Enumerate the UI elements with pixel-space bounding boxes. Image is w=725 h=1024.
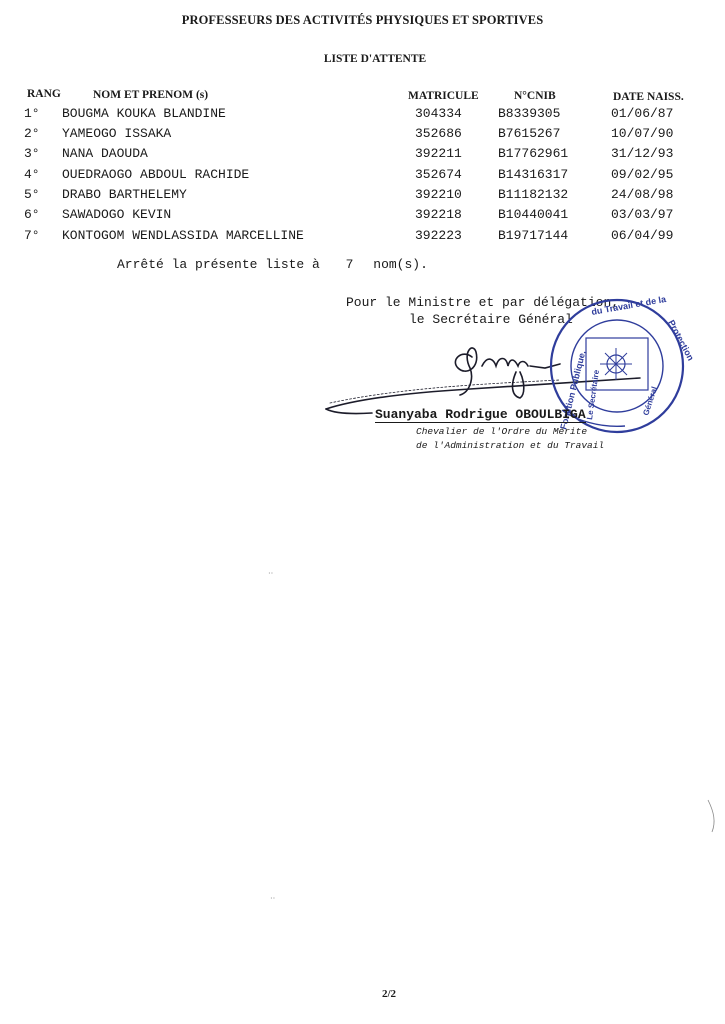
closing-statement <box>117 257 428 272</box>
column-header-date: DATE NAISS. <box>613 91 684 103</box>
svg-text:Général: Général <box>641 385 660 417</box>
cnib-cell: B14316317 <box>498 167 569 182</box>
table-row <box>0 146 725 166</box>
table-row <box>0 126 725 146</box>
matricule-cell: 352686 <box>415 126 462 141</box>
name-cell: YAMEOGO ISSAKA <box>62 126 172 141</box>
svg-text:Protection: Protection <box>666 318 696 363</box>
column-header-cnib: N°CNIB <box>514 90 556 102</box>
cnib-cell: B7615267 <box>498 126 561 141</box>
rank-cell: 5° <box>24 187 40 202</box>
name-cell: BOUGMA KOUKA BLANDINE <box>62 106 226 121</box>
table-row <box>0 167 725 187</box>
table-row <box>0 106 725 126</box>
rank-cell: 6° <box>24 207 40 222</box>
page-title: PROFESSEURS DES ACTIVITÉS PHYSIQUES ET SPORTIVES <box>181 13 544 27</box>
svg-text:Le Secrétaire: Le Secrétaire <box>585 369 601 421</box>
matricule-cell: 392210 <box>415 187 462 202</box>
rank-cell: 1° <box>24 106 40 121</box>
page-number: 2/2 <box>381 988 397 1000</box>
matricule-cell: 392218 <box>415 207 462 222</box>
signer-name: Suanyaba Rodrigue OBOULBIGA <box>375 407 586 422</box>
honor-title-line-1: Chevalier de l'Ordre du Mérite <box>416 426 588 437</box>
birthdate-cell: 31/12/93 <box>611 146 674 161</box>
column-header-rank: RANG <box>27 88 61 100</box>
rank-cell: 3° <box>24 146 40 161</box>
birthdate-cell: 10/07/90 <box>611 126 674 141</box>
name-count: 7 <box>345 257 354 272</box>
scan-speck: ·· <box>268 569 274 578</box>
list-subtitle: LISTE D'ATTENTE <box>323 53 427 65</box>
birthdate-cell: 09/02/95 <box>611 167 674 182</box>
svg-text:du Travail et de la: du Travail et de la <box>590 294 667 317</box>
scan-mark <box>708 800 714 832</box>
birthdate-cell: 03/03/97 <box>611 207 674 222</box>
name-cell: DRABO BARTHELEMY <box>62 187 187 202</box>
cnib-cell: B8339305 <box>498 106 561 121</box>
birthdate-cell: 06/04/99 <box>611 228 674 243</box>
cnib-cell: B11182132 <box>498 187 569 202</box>
rank-cell: 7° <box>24 228 40 243</box>
rank-cell: 4° <box>24 167 40 182</box>
cnib-cell: B17762961 <box>498 146 569 161</box>
name-cell: SAWADOGO KEVIN <box>62 207 172 222</box>
birthdate-cell: 01/06/87 <box>611 106 674 121</box>
column-header-matricule: MATRICULE <box>408 90 479 102</box>
delegation-line: Pour le Ministre et par délégation, <box>346 295 620 310</box>
signatory-title: le Secrétaire Général <box>409 312 573 327</box>
matricule-cell: 304334 <box>415 106 462 121</box>
matricule-cell: 392211 <box>415 146 462 161</box>
table-row <box>0 228 725 248</box>
name-cell: NANA DAOUDA <box>62 146 148 161</box>
honor-title-line-2: de l'Administration et du Travail <box>416 440 605 451</box>
matricule-cell: 392223 <box>415 228 462 243</box>
table-row <box>0 207 725 227</box>
birthdate-cell: 24/08/98 <box>611 187 674 202</box>
cnib-cell: B19717144 <box>498 228 569 243</box>
name-cell: KONTOGOM WENDLASSIDA MARCELLINE <box>62 228 304 243</box>
scan-speck: ·· <box>270 894 276 903</box>
closing-suffix: nom(s). <box>373 257 428 272</box>
handwritten-signature <box>326 348 640 414</box>
name-cell: OUEDRAOGO ABDOUL RACHIDE <box>62 167 250 182</box>
matricule-cell: 352674 <box>415 167 462 182</box>
closing-prefix: Arrêté la présente liste à <box>117 257 320 272</box>
rank-cell: 2° <box>24 126 40 141</box>
table-row <box>0 187 725 207</box>
cnib-cell: B10440041 <box>498 207 569 222</box>
column-header-name: NOM ET PRENOM (s) <box>93 89 209 101</box>
svg-text:Fonction Publique,: Fonction Publique, <box>558 349 588 431</box>
